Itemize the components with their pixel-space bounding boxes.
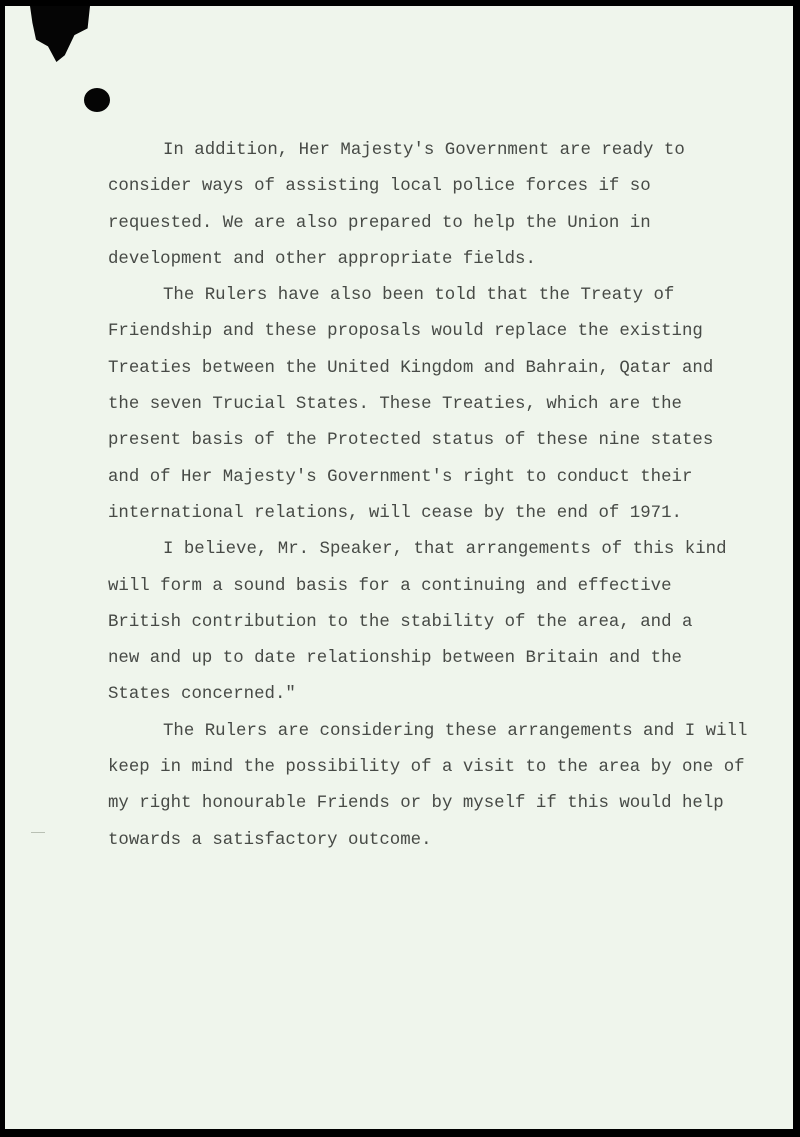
text-line: keep in mind the possibility of a visit to the area by one of bbox=[108, 758, 745, 778]
text-line: development and other appropriate fields. bbox=[108, 249, 536, 269]
text-line: Treaties between the United Kingdom and Bahrain, Qatar and bbox=[108, 358, 714, 378]
paragraph-police-assistance bbox=[108, 133, 776, 278]
text-line: I believe, Mr. Speaker, that arrangements of this kind bbox=[163, 540, 727, 560]
paragraph-arrangements bbox=[108, 532, 776, 713]
text-line: The Rulers are considering these arrangements and I will bbox=[163, 721, 748, 741]
text-line: the seven Trucial States. These Treaties, which are the bbox=[108, 395, 682, 415]
text-line: international relations, will cease by the end of 1971. bbox=[108, 503, 682, 523]
text-line: States concerned." bbox=[108, 685, 296, 705]
text-line: towards a satisfactory outcome. bbox=[108, 830, 432, 850]
margin-mark bbox=[31, 832, 45, 833]
text-line: The Rulers have also been told that the Treaty of bbox=[163, 286, 675, 306]
document-page bbox=[5, 6, 793, 1129]
text-line: Friendship and these proposals would replace the existing bbox=[108, 322, 703, 342]
text-line: present basis of the Protected status of these nine states bbox=[108, 431, 714, 451]
paragraph-treaties bbox=[108, 278, 776, 532]
punch-hole bbox=[84, 88, 110, 112]
text-line: In addition, Her Majesty's Government are ready to bbox=[163, 141, 685, 160]
torn-corner-mark bbox=[30, 6, 90, 62]
typed-text-body bbox=[108, 133, 776, 859]
text-line: requested. We are also prepared to help the Union in bbox=[108, 213, 651, 233]
text-line: new and up to date relationship between Britain and the bbox=[108, 649, 682, 669]
text-line: consider ways of assisting local police forces if so bbox=[108, 177, 651, 197]
paragraph-rulers-visit bbox=[108, 714, 776, 859]
text-line: and of Her Majesty's Government's right to conduct their bbox=[108, 467, 693, 487]
text-line: British contribution to the stability of the area, and a bbox=[108, 612, 693, 632]
text-line: will form a sound basis for a continuing and effective bbox=[108, 576, 672, 596]
text-line: my right honourable Friends or by myself if this would help bbox=[108, 794, 724, 814]
